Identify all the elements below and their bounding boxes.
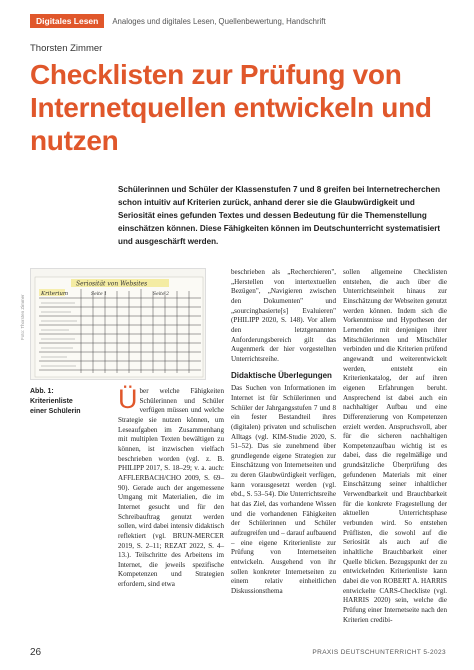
body-column-3 <box>343 268 447 625</box>
section-badge: Digitales Lesen <box>30 14 104 28</box>
drop-cap: Ü <box>118 384 138 414</box>
magazine-name: PRAXIS DEUTSCHUNTERRICHT 5-2023 <box>312 649 446 656</box>
column-3-text: sollen allgemeine Checklisten entstehen, die auch über die Unterrichtseinheit hinaus zur Einschätzung der Webseiten genutzt werden können. Indem sich die Vorkenntnisse und Hypothesen der Lernenden mit denjenigen ihrer Mitschülerinnen und Mitschüler verbinden und die Kriterien prüfend angewandt und weiterentwickelt werden, entsteht ein Kriterienkatalog, der auf ihren eigenen Erfahrungen beruht. Ansprechend ist dabei auch ein nachhaltiger Aufbau und eine Differenzierung von Kompetenzen erzielt werden. Anspruchsvoll, aber für die sicheren nachhaltigen Kompetenzaufbau wichtig ist es dabei, dass die regelmäßige und grundsätzliche Überprüfung des gefundenen Materials mit einer Einschätzung seiner inhaltlicher Verwendbarkeit und Brauchbarkeit für die konkrete Fragestellung der aktuellen Unterrichtsphase verbunden wird. So entstehen Prüflisten, die sowohl auf die Seriosität als auch auf die inhaltliche Brauchbarkeit einer Quelle blicken. Bezugspunkt der zu entwickelnden Kriterienliste kann dabei die von ROBERT A. HARRIS entwickelte CARS-Checkliste (vgl. HARRIS 2020) sein, welche die Prüfung einer Internetseite nach den Kriterien credibi- <box>343 268 447 624</box>
article-lead: Schülerinnen und Schüler der Klassenstufen 7 und 8 greifen bei Internetrecherchen schon intuitiv auf Kriterien zurück, anhand derer sie die Glaubwürdigkeit und Seriosität eines gefunden Textes und dessen Bedeutung für die Themenstellung einschätzen können. Diese Fähigkeiten können im Deutschunterricht systematisiert und ausgeschärft werden. <box>118 185 441 246</box>
column-1-text: ber welche Fähigkeiten Schülerinnen und Schüler verfügen müssen und welche Strategie sie nutzen können, um Leseaufgaben im Zusammenhang mit multiplen Texten bewältigen zu können, ist inzwischen vielfach beschrieben worden (vgl. z. B. PHILIPP 2017, S. 18–29; v. a. auch: AFFLERBACH/CHO 2009, S. 69–90). Gerade auch der angemessene Umgang mit Materialien, die im Internet gesucht und für den Schreibauftrag genutzt werden sollen, wird dabei intensiv didaktisch reflektiert (vgl. BRUN-MERCER 2019, S. 2–11; REZAT 2022, S. 4–13.). Teilschritte des Arbeitens im Internet, die jeweils spezifische Kompetenzen und Strategien erfordern, sind etwa <box>118 387 224 589</box>
page-number: 26 <box>30 647 42 658</box>
figure-caption <box>30 387 90 417</box>
column-2-text: beschrieben als „Recherchieren", „Herstellen von intertextuellen Bezügen", „Navigieren zwischen den Dokumenten" und „sourcingbasierte[s] Evaluieren" (PHILIPP 2020, S. 148). Vor allem den letztgenannten Anforderungsbereich gilt das Augenmerk der hier vorgestellten Unterrichtsreihe. <box>231 268 336 363</box>
article-title: Checklisten zur Prüfung von Internetquellen entwickeln und nutzen <box>30 59 432 156</box>
body-column-2 <box>231 268 336 597</box>
section-heading: Didaktische Überlegungen <box>231 370 332 380</box>
sheet-row-label: Kriterium <box>41 291 69 297</box>
header-topics: Analoges und digitales Lesen, Quellenbewertung, Handschrift <box>112 16 326 26</box>
sheet-col-1: Seite 1 <box>91 292 107 297</box>
caption-label: Abb. 1: <box>30 388 54 395</box>
photo-credit: Foto: Thorsten Zimmer <box>20 294 25 340</box>
sheet-title: Seriosität von Websites <box>76 280 148 288</box>
column-2-text-2: Das Suchen von Informationen im Internet ist für Schülerinnen und Schüler der Jahrgangsstufen 7 und 8 ein fester Bestandteil ihres (digitalen) privaten und schulischen Alltags (vgl. KIM-Studie 2020, S. 51–52). Das sie zunehmend über grundlegende eigene Strategien zur Einschätzung von Internetseiten und zu deren Glaubwürdigkeit verfügen, kann vorausgesetzt werden (vgl. ebd., S. 53–54). Die Unterrichtsreihe hat das Ziel, das vorhandene Wissen und die vorhandenen Fähigkeiten der Schülerinnen und Schüler aufzugreifen und – darauf aufbauend – eine eigene Kriterienliste zur Prüfung von Internetseiten entwickeln. Ausgehend von ihr sollen konkreter Internetseiten zu einem relativ einheitlichen Diskussionsthema <box>231 384 336 595</box>
caption-text: Kriterienliste einer Schülerin <box>30 398 81 415</box>
figure-image <box>30 268 206 380</box>
sheet-col-2: Seite 2 <box>153 292 169 297</box>
body-column-1 <box>118 384 224 590</box>
page-header <box>30 14 326 28</box>
author-name: Thorsten Zimmer <box>30 43 103 54</box>
page-footer <box>30 647 446 661</box>
handwritten-checklist-drawing <box>31 269 206 380</box>
